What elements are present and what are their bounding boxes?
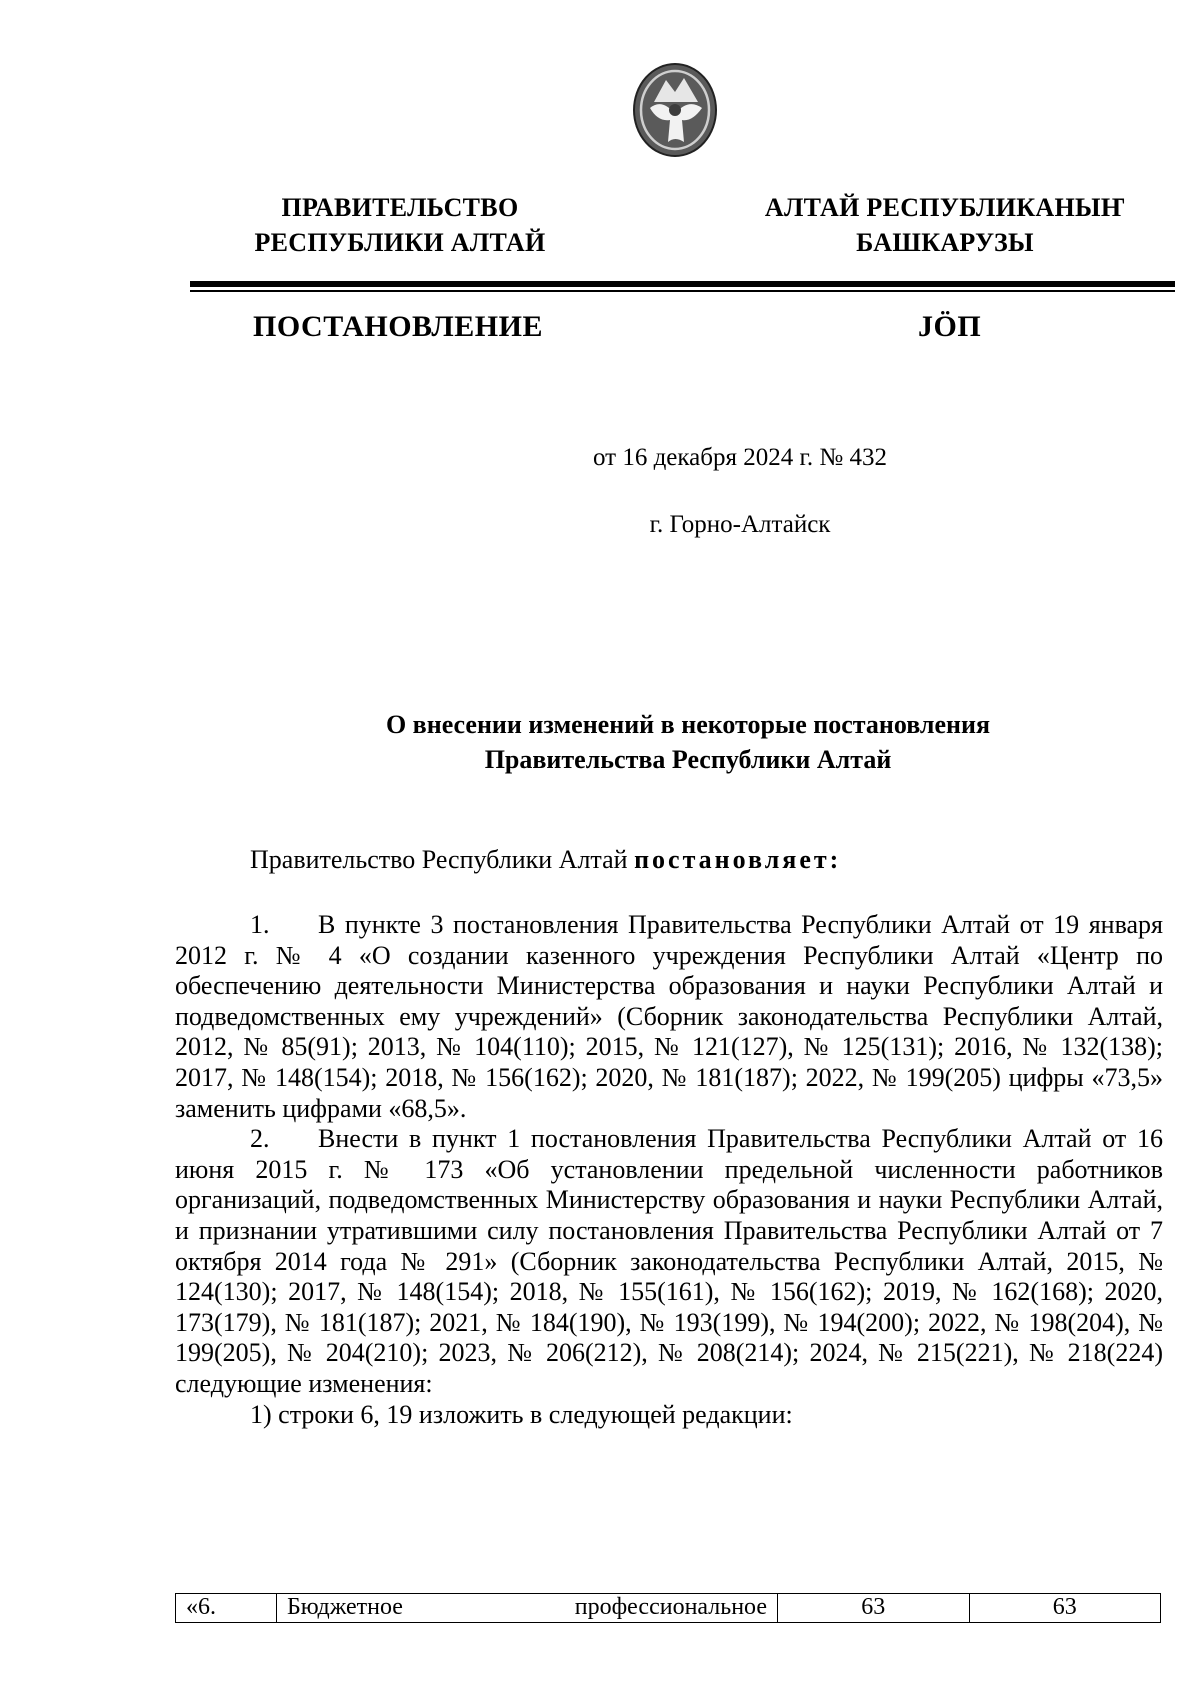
paragraph-number: 2.	[250, 1124, 270, 1154]
preamble	[250, 845, 841, 875]
paragraph-text: Внести в пункт 1 постановления Правительства Республики Алтай от 16 июня 2015 г. № 173 «Об установлении предельной численности работников организаций, подведомственных Министерству образования и науки Республики Алтай, и признании утратившими силу постановления Правительства Республики Алтай от 7 октября 2014 года № 291» (Сборник законодательства Республики Алтай, 2015, № 124(130); 2017, № 148(154); 2018, № 155(161), № 156(162); 2019, № 162(168); 2020, 173(179), № 181(187); 2021, № 184(190), № 193(199), № 194(200); 2022, № 198(204), № 199(205), № 204(210); 2023, № 206(212), № 208(214); 2024, № 215(221), № 218(224) следующие изменения:	[175, 1124, 1163, 1398]
paragraph-number: 1.	[250, 910, 270, 939]
header-left-line2: РЕСПУБЛИКИ АЛТАЙ	[254, 228, 546, 257]
table-row	[176, 1594, 1161, 1623]
header-divider-thick	[190, 281, 1175, 287]
government-name-russian	[220, 190, 580, 260]
paragraph-2	[175, 1124, 1163, 1399]
amendment-table	[175, 1593, 1161, 1623]
header-right-line2: БАШКАРУЗЫ	[856, 228, 1034, 257]
row-value-2: 63	[969, 1594, 1161, 1623]
document-date-number: от 16 декабря 2024 г. № 432	[592, 444, 888, 471]
row-number: «6.	[176, 1594, 277, 1623]
row-name-part2: профессиональное	[574, 1594, 767, 1620]
document-city: г. Горно-Алтайск	[649, 511, 831, 538]
paragraph-1	[175, 910, 1163, 1124]
header-divider-thin	[190, 290, 1175, 292]
decree-word: постановляет:	[634, 845, 842, 874]
paragraph-text: В пункте 3 постановления Правительства Республики Алтай от 19 января 2012 г. № 4 «О создании казенного учреждения Республики Алтай «Центр по обеспечению деятельности Министерства образования и науки Республики Алтай и подведомственных ему учреждений» (Сборник законодательства Республики Алтай, 2012, № 85(91); 2013, № 104(110); 2015, № 121(127), № 125(131); 2016, № 132(138); 2017, № 148(154); 2018, № 156(162); 2020, № 181(187); 2022, № 199(205) цифры «73,5» заменить цифрами «68,5».	[175, 910, 1163, 1123]
doc-type-altai: JÖП	[918, 310, 982, 343]
document-body	[175, 910, 1163, 1430]
government-name-altai	[730, 190, 1160, 260]
row-value-1: 63	[778, 1594, 970, 1623]
title-line2: Правительства Республики Алтай	[484, 745, 892, 774]
subitem-1: 1) строки 6, 19 изложить в следующей редакции:	[250, 1399, 793, 1429]
doc-type-russian: ПОСТАНОВЛЕНИЕ	[253, 310, 543, 343]
header-right-line1: АЛТАЙ РЕСПУБЛИКАНЫҤ	[764, 193, 1126, 222]
row-name-part1: Бюджетное	[287, 1594, 403, 1620]
title-line1: О внесении изменений в некоторые постановления	[385, 710, 991, 739]
coat-of-arms-icon	[632, 62, 718, 158]
header-left-line1: ПРАВИТЕЛЬСТВО	[281, 193, 519, 222]
preamble-text: Правительство Республики Алтай	[250, 845, 635, 874]
row-name	[277, 1594, 778, 1623]
document-title	[250, 707, 1126, 777]
